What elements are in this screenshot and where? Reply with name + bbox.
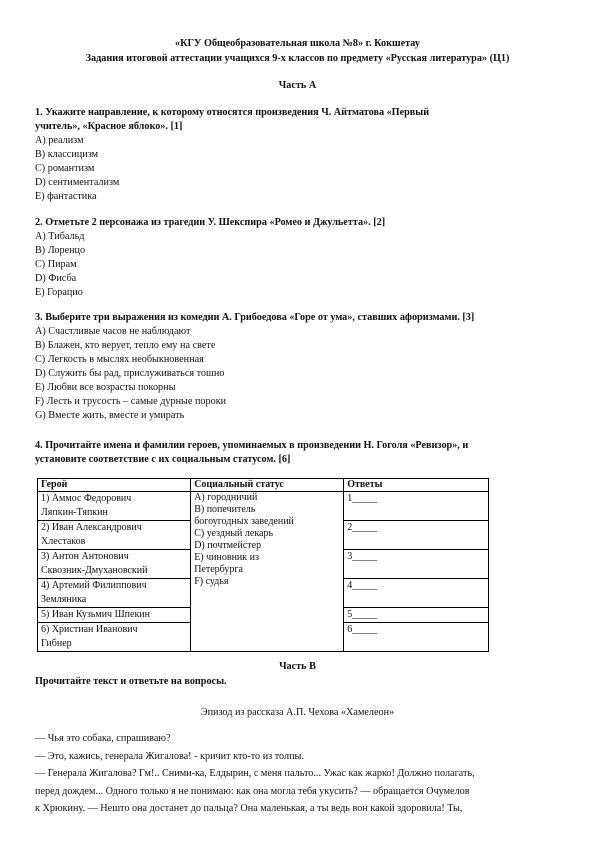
q2-option: Е) Горацио [35, 287, 83, 298]
q3-option: G) Вместе жить, вместе и умирать [35, 410, 185, 421]
q3-option: D) Служить бы рад, прислуживаться тошно [35, 368, 225, 379]
story-line: — Чья это собака, спрашиваю? [35, 733, 171, 744]
status-item: D) почтмейстер [194, 540, 262, 551]
answer-cell[interactable] [344, 550, 489, 579]
hero-surname: Сквозник-Дмухановский [41, 565, 148, 576]
hero-name: 4) Артемий Филиппович [41, 580, 147, 591]
hero-name: 5) Иван Кузьмич Шпекин [41, 609, 151, 620]
question-1 [35, 106, 565, 204]
q2-option: В) Лоренцо [35, 245, 86, 256]
question-3 [35, 311, 565, 423]
q3-option: F) Лесть и трусость – самые дурные пороки [35, 396, 227, 407]
q3-option: С) Легкость в мыслях необыкновенная [35, 354, 204, 365]
status-item: В) попечитель [194, 504, 256, 515]
status-item: С) уездный лекарь [194, 528, 274, 539]
hero-surname: Земляника [41, 594, 87, 605]
col-header-answers: Ответы [344, 479, 489, 492]
q3-option: Е) Любви все возрасты покорны [35, 382, 176, 393]
q2-option: С) Пирам [35, 259, 77, 270]
answer-blank[interactable]: 1_____ [347, 493, 378, 504]
exam-title: Задания итоговой аттестации учащихся 9-х классов по предмету «Русская литература» (Ц1) [85, 53, 510, 64]
hero-cell [38, 623, 191, 652]
part-a-title: Часть А [278, 80, 317, 91]
q1-option: В) классицизм [35, 149, 99, 160]
q1-option: Е) фантастика [35, 191, 97, 202]
story-line: — Это, кажись, генерала Жигалова! - кричит кто-то из толпы. [35, 750, 304, 762]
question-1-title-line1: 1. Укажите направление, к которому относятся произведения Ч. Айтматова «Первый [35, 107, 430, 118]
answer-blank[interactable]: 4_____ [347, 580, 378, 591]
answer-blank[interactable]: 6_____ [347, 624, 378, 635]
question-4-title-line2: установите соответствие с их социальным статусом. [6] [35, 454, 291, 465]
hero-cell [38, 550, 191, 579]
question-2 [35, 216, 565, 300]
answer-cell[interactable] [344, 492, 489, 521]
answer-cell[interactable] [344, 623, 489, 652]
col-header-status: Социальный статус [191, 479, 344, 492]
status-item: Е) чиновник из [194, 552, 259, 563]
q1-option: D) сентиментализм [35, 177, 120, 188]
part-b-instruction: Прочитайте текст и ответьте на вопросы. [35, 676, 227, 687]
hero-cell [38, 521, 191, 550]
status-item: F) судья [194, 576, 229, 587]
story-excerpt [35, 730, 565, 818]
part-b-title: Часть В [279, 661, 316, 672]
q1-option: А) реализм [35, 135, 84, 146]
q2-option: А) Тибальд [35, 231, 85, 242]
hero-cell [38, 579, 191, 608]
answer-cell[interactable] [344, 579, 489, 608]
hero-surname: Гибнер [41, 638, 72, 649]
q3-option: В) Блажен, кто верует, тепло ему на свете [35, 340, 216, 351]
story-line: — Генерала Жигалова? Гм!.. Сними-ка, Елдырин, с меня пальто... Ужас как жарко! Должно полагать, [35, 768, 475, 779]
question-1-title-line2: учитель», «Красное яблоко». [1] [35, 121, 183, 132]
school-header: «КГУ Общеобразовательная школа №8» г. Кокшетау [175, 38, 420, 49]
story-line: к Хрюкину. — Нешто она достанет до пальца? Она маленькая, а ты ведь вон какой здоровила! Ты, [35, 803, 463, 814]
status-item: Петербурга [194, 564, 243, 575]
col-header-hero: Герой [38, 479, 191, 492]
question-2-title: 2. Отметьте 2 персонажа из трагедии У. Шекспира «Ромео и Джульетта». [2] [35, 217, 386, 228]
hero-cell [38, 492, 191, 521]
status-item: богоугодных заведений [194, 516, 294, 527]
answer-cell[interactable] [344, 521, 489, 550]
hero-name: 1) Аммос Федорович [41, 493, 132, 504]
answer-blank[interactable]: 5_____ [347, 609, 378, 620]
status-item: А) городничий [194, 492, 258, 503]
question-4 [35, 439, 565, 467]
table-row [38, 492, 489, 521]
q2-option: D) Фисба [35, 273, 77, 284]
q1-option: С) романтизм [35, 163, 95, 174]
hero-surname: Хлестаков [41, 536, 86, 547]
answer-blank[interactable]: 3_____ [347, 551, 378, 562]
q3-option: А) Счастливые часов не наблюдают [35, 326, 191, 337]
hero-cell [38, 608, 191, 623]
story-line: перед дождем... Одного только я не понимаю: как она могла тебя укусить? — обращается Очумелов [35, 785, 470, 797]
episode-title: Эпизод из рассказа А.П. Чехова «Хамелеон» [200, 707, 395, 718]
answer-blank[interactable]: 2_____ [347, 522, 378, 533]
matching-table [37, 478, 489, 652]
hero-name: 6) Христиан Иванович [41, 624, 138, 635]
table-header-row [38, 479, 489, 492]
question-4-title-line1: 4. Прочитайте имена и фамилии героев, упоминаемых в произведении Н. Гоголя «Ревизор», и [35, 440, 469, 451]
hero-surname: Ляпкин-Тяпкин [41, 507, 108, 518]
hero-name: 3) Антон Антонович [41, 551, 129, 562]
question-3-title: 3. Выберите три выражения из комедии А. Грибоедова «Горе от ума», ставших афоризмами. [3] [35, 312, 475, 323]
hero-name: 2) Иван Александрович [41, 522, 142, 533]
answer-cell[interactable] [344, 608, 489, 623]
status-cell [191, 492, 344, 652]
